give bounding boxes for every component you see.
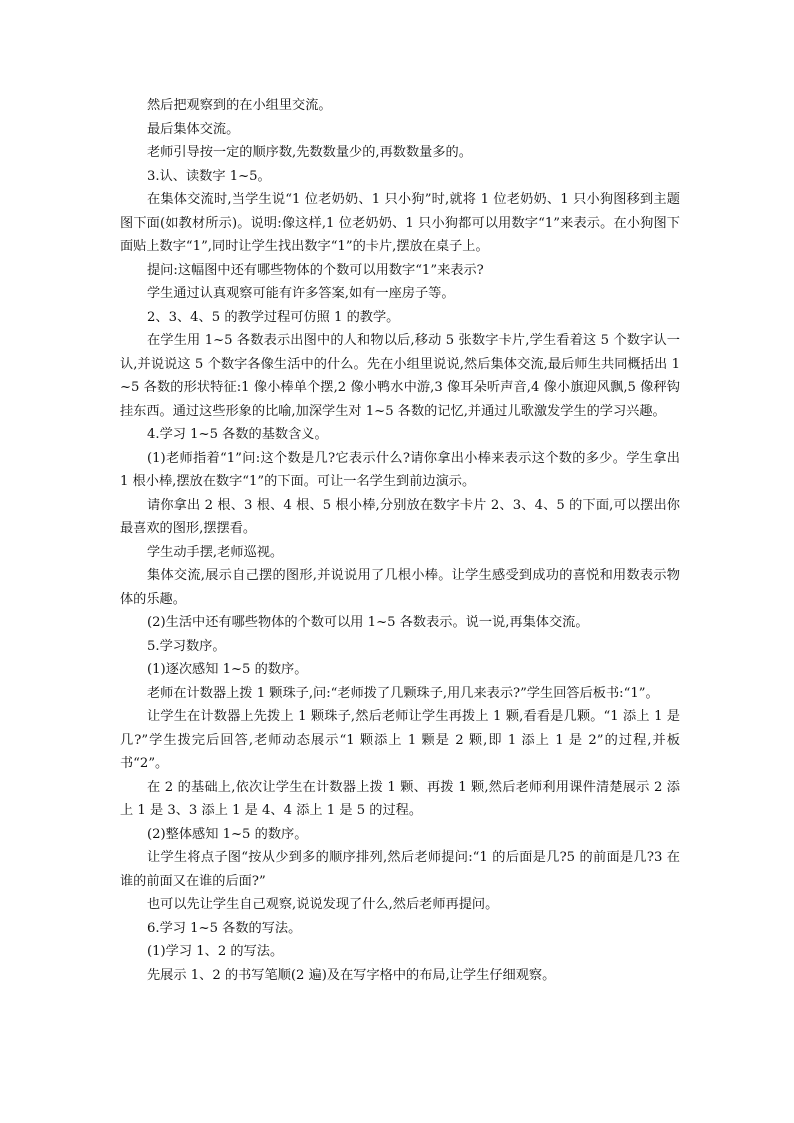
subsection-heading: (2)整体感知 1~5 的数序。 [147, 826, 308, 842]
paragraph: 也可以先让学生自己观察,说说发现了什么,然后老师再提问。 [147, 897, 499, 912]
document-body [120, 94, 680, 987]
paragraph: 请你拿出 2 根、3 根、4 根、5 根小棒,分别放在数字卡片 2、3、4、5 的下面,可以摆出你最喜欢的图形,摆摆看。 [120, 497, 680, 536]
paragraph: 然后把观察到的在小组里交流。 [147, 98, 332, 113]
section-heading: 5.学习数序。 [147, 638, 226, 654]
paragraph: 在学生用 1~5 各数表示出图中的人和物以后,移动 5 张数字卡片,学生看着这 5 个数字认一认,并说说这 5 个数字各像生活中的什么。先在小组里说说,然后集体交流,最后师生共同概括出 1~5 各数的形状特征:1 像小棒单个摆,2 像小鸭水中游,3 像耳朵听声音,4 像小旗迎风飘,5 像秤钩挂东西。通过这些形象的比喻,加深学生对 1~5 各数的记忆,并通过儿歌激发学生的学习兴趣。 [120, 333, 680, 419]
paragraph: 老师在计数器上拨 1 颗珠子,问:“老师拨了几颗珠子,用几来表示?”学生回答后板书:“1”。 [147, 685, 659, 701]
paragraph: 最后集体交流。 [147, 121, 240, 137]
paragraph: 学生动手摆,老师巡视。 [147, 544, 284, 560]
paragraph: 让学生将点子图“按从少到多的顺序排列,然后老师提问:“1 的后面是几?5 的前面是几?3 在谁的前面又在谁的后面?” [120, 850, 680, 889]
subsection-heading: (1)学习 1、2 的写法。 [147, 944, 284, 959]
paragraph: 学生通过认真观察可能有许多答案,如有一座房子等。 [147, 286, 455, 301]
paragraph: 让学生在计数器上先拨上 1 颗珠子,然后老师让学生再拨上 1 颗,看看是几颗。“1 添上 1 是几?”学生拨完后回答,老师动态展示“1 颗添上 1 颗是 2 颗,即 1 添上 1 是 2”的过程,并板书“2”。 [120, 709, 680, 771]
paragraph: 集体交流,展示自己摆的图形,并说说用了几根小棒。让学生感受到成功的喜悦和用数表示物体的乐趣。 [120, 568, 680, 607]
paragraph: (1)老师指着“1”问:这个数是几?它表示什么?请你拿出小棒来表示这个数的多少。学生拿出 1 根小棒,摆放在数字“1”的下面。可让一名学生到前边演示。 [120, 450, 680, 489]
paragraph: 在集体交流时,当学生说“1 位老奶奶、1 只小狗”时,就将 1 位老奶奶、1 只小狗图移到主题图下面(如教材所示)。说明:像这样,1 位老奶奶、1 只小狗都可以用数字“1”来表示。在小狗图下面贴上数字“1”,同时让学生找出数字“1”的卡片,摆放在桌子上。 [120, 192, 680, 254]
paragraph: 2、3、4、5 的教学过程可仿照 1 的教学。 [147, 309, 400, 325]
section-heading: 6.学习 1~5 各数的写法。 [147, 920, 302, 936]
paragraph: 老师引导按一定的顺序数,先数数量少的,再数数量多的。 [147, 145, 472, 160]
paragraph: 提问:这幅图中还有哪些物体的个数可以用数字“1”来表示? [147, 262, 484, 278]
section-heading: 3.认、读数字 1~5。 [147, 168, 271, 184]
section-heading: 4.学习 1~5 各数的基数含义。 [147, 427, 328, 442]
subsection-heading: (1)逐次感知 1~5 的数序。 [147, 662, 308, 677]
paragraph: 在 2 的基础上,依次让学生在计数器上拨 1 颗、再拨 1 颗,然后老师利用课件清楚展示 2 添上 1 是 3、3 添上 1 是 4、4 添上 1 是 5 的过程。 [120, 779, 680, 818]
paragraph: (2)生活中还有哪些物体的个数可以用 1~5 各数表示。说一说,再集体交流。 [147, 615, 589, 630]
paragraph: 先展示 1、2 的书写笔顺(2 遍)及在写字格中的布局,让学生仔细观察。 [147, 967, 556, 983]
